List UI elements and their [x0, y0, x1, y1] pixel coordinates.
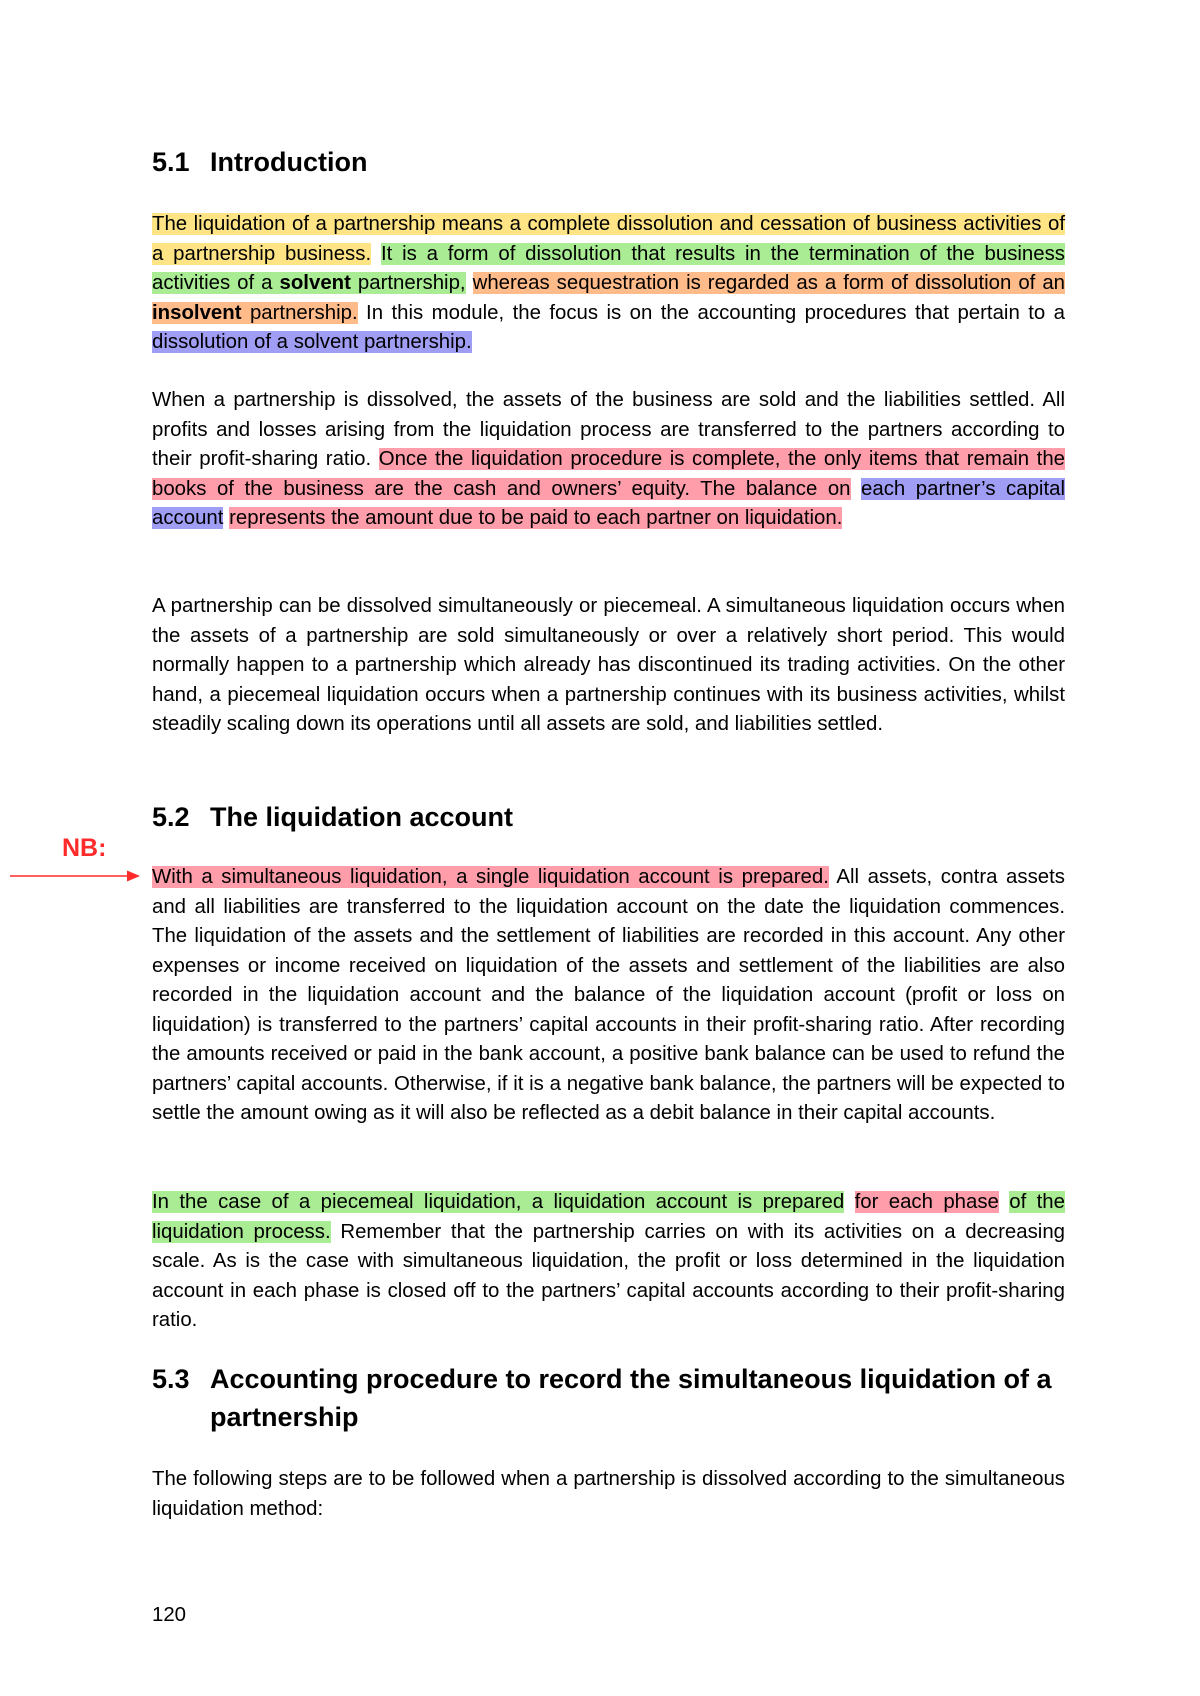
- section-number: 5.3: [152, 1364, 190, 1394]
- bold-text: insolvent: [152, 301, 242, 324]
- section-title: Introduction: [210, 147, 368, 177]
- bold-text: solvent: [279, 272, 351, 294]
- liquidation-paragraph-1: [152, 863, 1065, 1129]
- highlight-text: It is a form of dissolution that results in the termination of the business activities of a: [152, 242, 1065, 294]
- section-number: 5.2: [152, 802, 190, 832]
- section-number: 5.1: [152, 147, 190, 177]
- intro-paragraph-1: [152, 210, 1065, 358]
- highlight-blue: each partner’s capital account: [152, 477, 1065, 529]
- page-number: 120: [152, 1604, 187, 1626]
- heading-5-1: [152, 143, 1065, 181]
- highlight-green: In the case of a piecemeal liquidation, a liquidation account is prepared: [152, 1191, 845, 1213]
- plain-text: When a partnership is dissolved, the assets of the business are sold and the liabilities settled. All profits and losses arising from the liquidation process are transferred to the partners according to their profit-sharing ratio.: [152, 389, 1065, 470]
- plain-text: All assets, contra assets and all liabilities are transferred to the liquidation account on the date the liquidation commences. The liquidation of the assets and the settlement of liabilities are recorded in this account. Any other expenses or income received on liquidation of the assets and settlement of the liabilities are also recorded in the liquidation account and the balance of the liquidation account (profit or loss on liquidation) is transferred to the partners’ capital accounts in their profit-sharing ratio. After recording the amounts received or paid in the bank account, a positive bank balance can be used to refund the partners’ capital accounts. Otherwise, if it is a negative bank balance, the partners will be expected to settle the amount owing as it will also be reflected as a debit balance in their capital accounts.: [152, 866, 1065, 1124]
- highlight-text: partnership.: [249, 301, 358, 324]
- section-title: The liquidation account: [210, 802, 513, 832]
- plain-text: In this module, the focus is on the accounting procedures that pertain to a: [366, 301, 1065, 324]
- procedure-paragraph-1: The following steps are to be followed when a partnership is dissolved according to the simultaneous liquidation method:: [152, 1468, 1065, 1520]
- section-title: Accounting procedure to record the simultaneous liquidation of a partnership: [210, 1364, 1052, 1432]
- highlight-green: of the liquidation process.: [152, 1191, 1065, 1243]
- highlight-yellow: The liquidation of a partnership means a complete dissolution and cessation of business activities of a partnership business.: [152, 213, 1065, 265]
- heading-5-3: [152, 1360, 1065, 1436]
- highlight-red: for each phase: [854, 1191, 999, 1213]
- liquidation-paragraph-2: [152, 1188, 1065, 1336]
- intro-paragraph-3: A partnership can be dissolved simultaneously or piecemeal. A simultaneous liquidation occurs when the assets of a partnership are sold simultaneously or over a relatively short period. This would normally happen to a partnership which already has discontinued its trading activities. On the other hand, a piecemeal liquidation occurs when a partnership continues with its business activities, whilst steadily scaling down its operations until all assets are sold, and liabilities settled.: [152, 595, 1065, 735]
- nb-annotation: NB:: [62, 834, 107, 862]
- highlight-red: represents the amount due to be paid to each partner on liquidation.: [229, 507, 843, 529]
- highlight-blue: dissolution of a solvent partnership.: [152, 331, 472, 353]
- plain-text: Remember that the partnership carries on with its activities on a decreasing scale. As is the case with simultaneous liquidation, the profit or loss determined in the liquidation account in each phase is closed off to the partners’ capital accounts according to their profit-sharing ratio.: [152, 1220, 1066, 1331]
- highlight-red: With a simultaneous liquidation, a single liquidation account is prepared.: [152, 866, 829, 888]
- heading-5-2: [152, 798, 1065, 836]
- intro-paragraph-2: [152, 386, 1065, 534]
- highlight-red: Once the liquidation procedure is complete, the only items that remain the books of the business are the cash and owners’ equity. The balance on: [152, 448, 1065, 500]
- highlight-text: partnership,: [357, 272, 466, 294]
- highlight-text: whereas sequestration is regarded as a form of dissolution of an: [472, 272, 1066, 294]
- nb-arrow-icon: [10, 866, 140, 886]
